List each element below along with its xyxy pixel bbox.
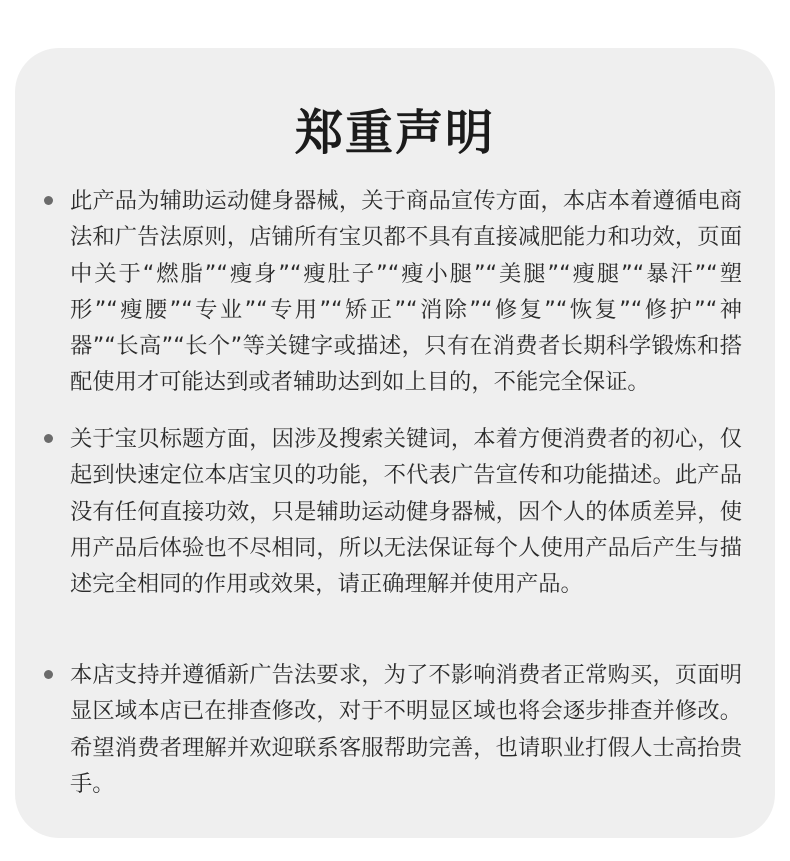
bullet-dot-icon (44, 670, 53, 679)
bullet-dot-icon (44, 434, 53, 443)
statement-paragraph: 此产品为辅助运动健身器械，关于商品宣传方面，本店本着遵循电商法和广告法原则，店铺所有宝贝都不具有直接减肥能力和功效，页面中关于“燃脂”“瘦身”“瘦肚子”“瘦小腿”“美腿”“瘦腿”“暴汗”“塑形”“瘦腰”“专业”“专用”“矫正”“消除”“修复”“恢复”“修护”“神器”“长高”“长个”等关键字或描述，只有在消费者长期科学锻炼和搭配使用才可能达到或者辅助达到如上目的，不能完全保证。 (70, 188, 742, 396)
statement-paragraph: 关于宝贝标题方面，因涉及搜索关键词，本着方便消费者的初心，仅起到快速定位本店宝贝的功能，不代表广告宣传和功能描述。此产品没有任何直接功效，只是辅助运动健身器械，因个人的体质差异，使用产品后体验也不尽相同，所以无法保证每个人使用产品后产生与描述完全相同的作用或效果，请正确理解并使用产品。 (70, 426, 742, 598)
statement-paragraph: 本店支持并遵循新广告法要求，为了不影响消费者正常购买，页面明显区域本店已在排查修改，对于不明显区域也将会逐步排查并修改。希望消费者理解并欢迎联系客服帮助完善，也请职业打假人士高抬贵手。 (70, 662, 742, 797)
bullet-dot-icon (44, 196, 53, 205)
page-title: 郑重声明 (294, 105, 495, 161)
